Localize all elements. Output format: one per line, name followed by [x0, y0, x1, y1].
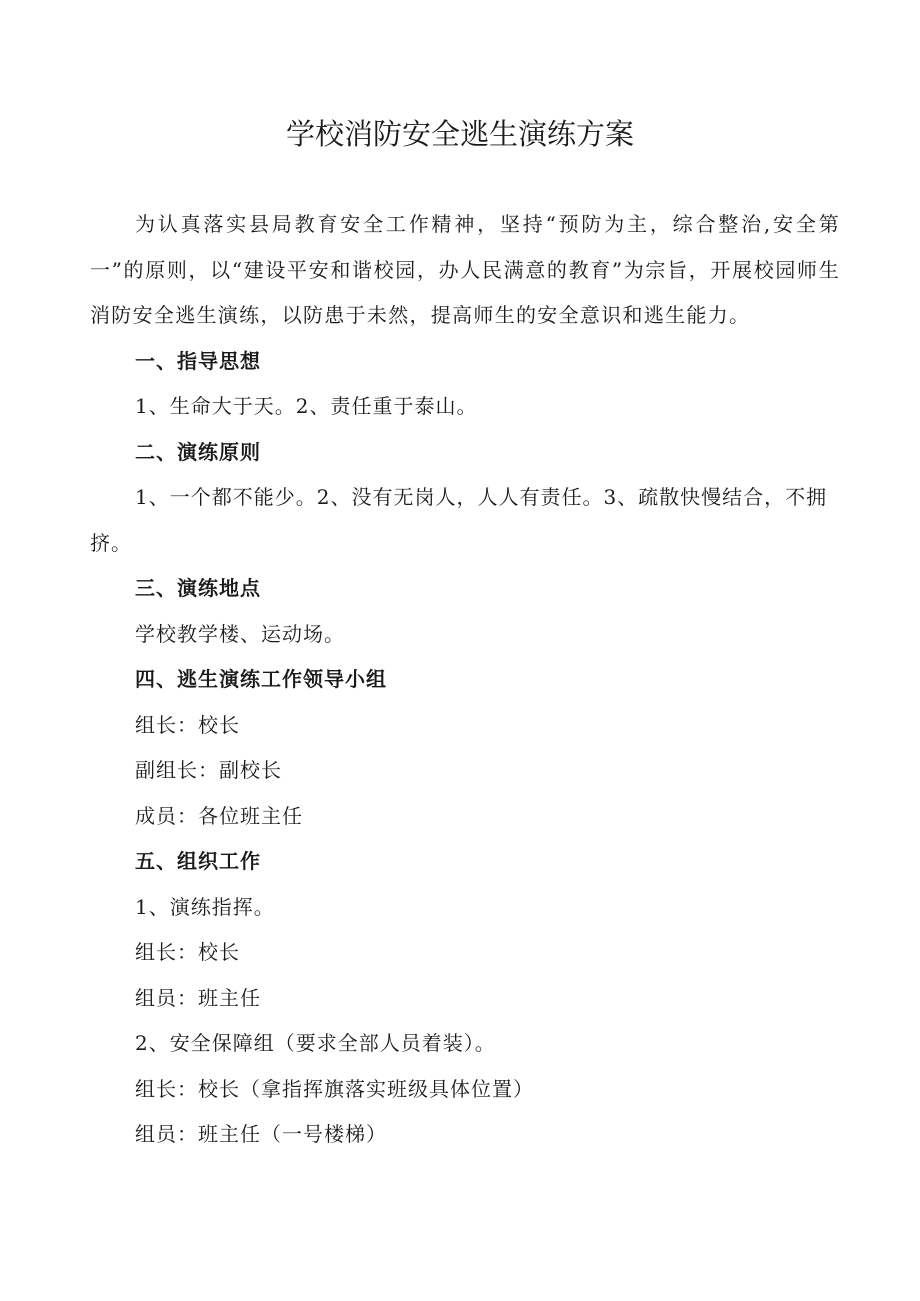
organization-item1-leader: 组长：校长: [135, 940, 240, 964]
drill-location-text: 学校教学楼、运动场。: [135, 621, 345, 646]
organization-item2-leader: 组长：校长（拿指挥旗落实班级具体位置）: [135, 1076, 534, 1101]
organization-item1-title: 1、演练指挥。: [135, 894, 275, 919]
organization-item1-members: 组员：班主任: [135, 985, 261, 1010]
document-title: 学校消防安全逃生演练方案: [285, 117, 634, 151]
section-heading-leadership-group: 四、逃生演练工作领导小组: [135, 667, 387, 691]
section-heading-guiding-ideology: 一、指导思想: [135, 348, 261, 373]
section-heading-drill-principles: 二、演练原则: [135, 439, 261, 464]
section-heading-drill-location: 三、演练地点: [135, 576, 261, 600]
leadership-members: 成员：各位班主任: [135, 803, 303, 828]
leadership-leader: 组长：校长: [135, 712, 240, 737]
guiding-ideology-text: 1、生命大于天。2、责任重于泰山。: [135, 394, 478, 418]
leadership-deputy: 副组长：副校长: [135, 758, 282, 782]
organization-item2-members: 组员：班主任（一号楼梯）: [135, 1122, 387, 1146]
document-body: [90, 202, 840, 1158]
intro-paragraph: 为认真落实县局教育安全工作精神，坚持“预防为主，综合整治,安全第一”的原则，以“建设平安和谐校园，办人民满意的教育”为宗旨，开展校园师生消防安全逃生演练，以防患于未然，提高师生的安全意识和逃生能力。: [90, 212, 840, 327]
drill-principles-text: 1、一个都不能少。2、没有无岗人，人人有责任。3、疏散快慢结合，不拥挤。: [90, 485, 828, 555]
section-heading-organization: 五、组织工作: [135, 849, 261, 873]
organization-item2-title: 2、安全保障组（要求全部人员着装）。: [135, 1031, 496, 1055]
